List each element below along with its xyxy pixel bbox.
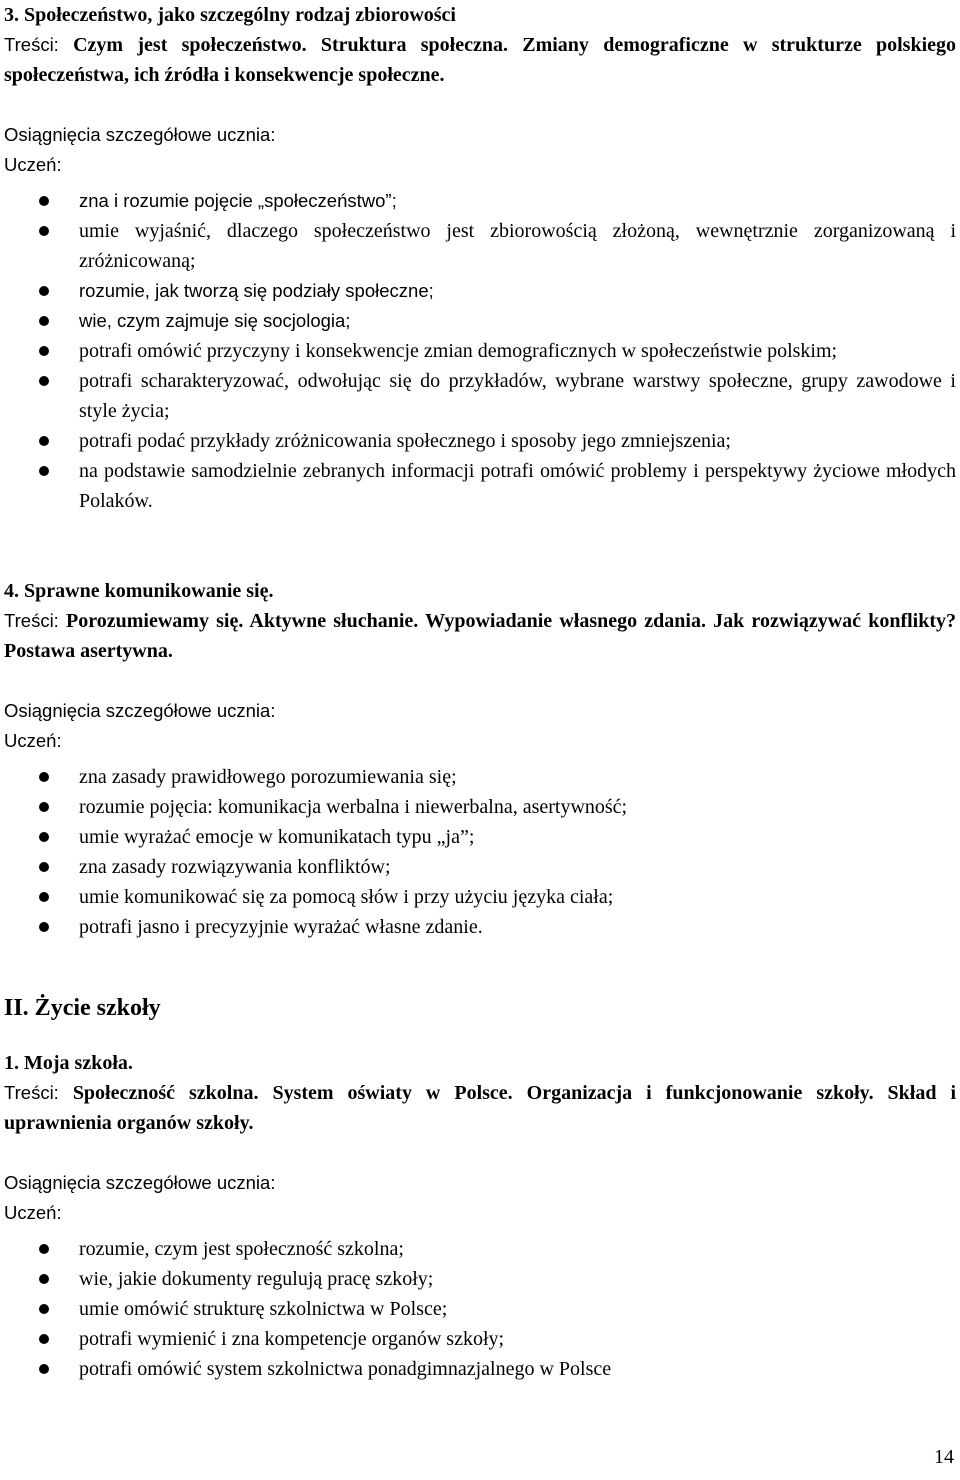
tresci-text: Porozumiewamy się. Aktywne słuchanie. Wypowiadanie własnego zdania. Jak rozwiązywać konflikty? Postawa asertywna. <box>4 610 957 662</box>
list-item-text: potrafi omówić system szkolnictwa ponadgimnazjalnego w Polsce <box>79 1358 612 1380</box>
bullet-icon <box>39 286 49 296</box>
list-item-text: zna i rozumie pojęcie „społeczeństwo”; <box>79 190 397 211</box>
list-item-text: zna zasady prawidłowego porozumiewania się; <box>79 766 457 788</box>
list-item-text: umie wyjaśnić, dlaczego społeczeństwo jest zbiorowością złożoną, wewnętrznie zorganizowaną i zróżnicowaną; <box>79 220 956 272</box>
list-item <box>4 852 956 882</box>
uczen-label: Uczeń: <box>4 154 62 175</box>
list-item-text: umie komunikować się za pomocą słów i przy użyciu języka ciała; <box>79 886 614 908</box>
list-item <box>4 1324 956 1354</box>
list-item <box>4 426 956 456</box>
section-4-list <box>4 762 956 942</box>
chapter-2-title: II. Życie szkoły <box>4 995 161 1021</box>
list-item-text: potrafi scharakteryzować, odwołując się do przykładów, wybrane warstwy społeczne, grupy zawodowe i style życia; <box>79 370 956 422</box>
tresci-label: Treści: <box>4 1082 59 1103</box>
section-4-title: 4. Sprawne komunikowanie się. <box>4 580 274 602</box>
list-item-text: potrafi wymienić i zna kompetencje organów szkoły; <box>79 1328 505 1350</box>
bullet-icon <box>39 346 49 356</box>
tresci-text: Czym jest społeczeństwo. Struktura społeczna. Zmiany demograficzne w strukturze polskiego społeczeństwa, ich źródła i konsekwencje społeczne. <box>4 34 956 86</box>
list-item-text: rozumie, czym jest społeczność szkolna; <box>79 1238 404 1260</box>
section-4-tresci <box>4 606 956 666</box>
list-item <box>4 276 956 306</box>
bullet-icon <box>39 772 49 782</box>
section-3-tresci <box>4 30 956 90</box>
uczen-label: Uczeń: <box>4 1202 62 1223</box>
section-1-tresci <box>4 1078 956 1138</box>
tresci-label: Treści: <box>4 610 59 631</box>
bullet-icon <box>39 802 49 812</box>
list-item <box>4 1294 956 1324</box>
list-item <box>4 186 956 216</box>
bullet-icon <box>39 226 49 236</box>
list-item <box>4 882 956 912</box>
osiagniecia-label: Osiągnięcia szczegółowe ucznia: <box>4 700 276 721</box>
list-item-text: wie, czym zajmuje się socjologia; <box>79 310 351 331</box>
list-item-text: potrafi omówić przyczyny i konsekwencje zmian demograficznych w społeczeństwie polskim; <box>79 340 838 362</box>
list-item <box>4 1264 956 1294</box>
list-item-text: umie wyrażać emocje w komunikatach typu „ja”; <box>79 826 475 848</box>
bullet-icon <box>39 316 49 326</box>
bullet-icon <box>39 1364 49 1374</box>
list-item <box>4 822 956 852</box>
list-item-text: wie, jakie dokumenty regulują pracę szkoły; <box>79 1268 434 1290</box>
bullet-icon <box>39 436 49 446</box>
uczen-label: Uczeń: <box>4 730 62 751</box>
document-page <box>4 0 956 1384</box>
bullet-icon <box>39 1244 49 1254</box>
list-item <box>4 1234 956 1264</box>
bullet-icon <box>39 466 49 476</box>
section-3-list <box>4 186 956 516</box>
list-item-text: rozumie, jak tworzą się podziały społeczne; <box>79 280 434 301</box>
list-item <box>4 792 956 822</box>
list-item <box>4 912 956 942</box>
bullet-icon <box>39 1304 49 1314</box>
list-item-text: umie omówić strukturę szkolnictwa w Polsce; <box>79 1298 448 1320</box>
tresci-label: Treści: <box>4 34 59 55</box>
section-1-title: 1. Moja szkoła. <box>4 1052 133 1074</box>
osiagniecia-label: Osiągnięcia szczegółowe ucznia: <box>4 1172 276 1193</box>
bullet-icon <box>39 892 49 902</box>
list-item-text: potrafi podać przykłady zróżnicowania społecznego i sposoby jego zmniejszenia; <box>79 430 731 452</box>
list-item-text: zna zasady rozwiązywania konfliktów; <box>79 856 391 878</box>
list-item <box>4 336 956 366</box>
tresci-text: Społeczność szkolna. System oświaty w Polsce. Organizacja i funkcjonowanie szkoły. Skład i uprawnienia organów szkoły. <box>4 1082 956 1134</box>
bullet-icon <box>39 922 49 932</box>
list-item <box>4 1354 956 1384</box>
list-item <box>4 762 956 792</box>
list-item-text: potrafi jasno i precyzyjnie wyrażać własne zdanie. <box>79 916 483 938</box>
bullet-icon <box>39 832 49 842</box>
list-item <box>4 306 956 336</box>
list-item-text: na podstawie samodzielnie zebranych informacji potrafi omówić problemy i perspektywy życiowe młodych Polaków. <box>79 460 956 512</box>
section-1-list <box>4 1234 956 1384</box>
page-number: 14 <box>934 1446 954 1468</box>
bullet-icon <box>39 1334 49 1344</box>
osiagniecia-label: Osiągnięcia szczegółowe ucznia: <box>4 124 276 145</box>
bullet-icon <box>39 1274 49 1284</box>
list-item-text: rozumie pojęcia: komunikacja werbalna i niewerbalna, asertywność; <box>79 796 628 818</box>
section-3-title: 3. Społeczeństwo, jako szczególny rodzaj zbiorowości <box>4 4 456 26</box>
list-item <box>4 456 956 516</box>
list-item <box>4 216 956 276</box>
bullet-icon <box>39 376 49 386</box>
list-item <box>4 366 956 426</box>
bullet-icon <box>39 196 49 206</box>
bullet-icon <box>39 862 49 872</box>
